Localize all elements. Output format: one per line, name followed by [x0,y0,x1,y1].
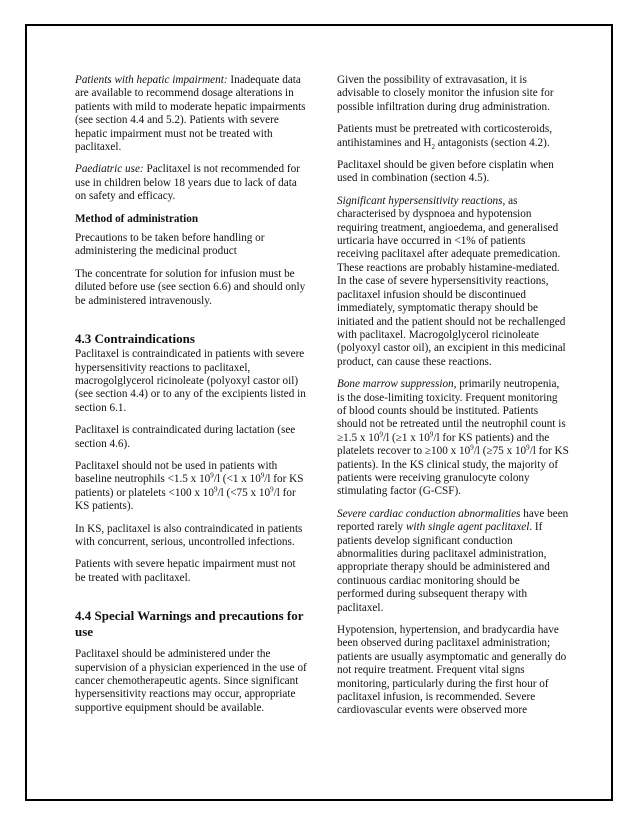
contra-paragraph-4: In KS, paclitaxel is also contraindicated in patients with concurrent, serious, uncontrolled infections. [75,522,303,548]
hypersensitivity-paragraph [337,195,569,369]
cardiac-text: . If patients develop significant conduction abnormalities during paclitaxel administration, appropriate therapy should be administered and continuous cardiac monitoring should be performed during subsequent therapy with paclitaxel. [337,521,550,614]
cardiac-italic: with single agent paclitaxel [405,521,530,534]
marrow-label: Bone marrow suppression, [337,378,457,391]
warnings-paragraph-1: Paclitaxel should be administered under the supervision of a physician experienced in the use of cancer chemotherapeutic agents. Since significant hypersensitivity reactions may occur, appropriate supportive equipment should be available. [75,648,307,714]
exp-4: 9 [270,485,274,494]
hepatic-label: Patients with hepatic impairment: [75,74,228,86]
section-4-3-heading: 4.3 Contraindications [75,331,195,347]
right-column [337,74,569,727]
paediatric-paragraph [75,163,307,203]
cisplatin-paragraph: Paclitaxel should be given before cisplatin when used in combination (section 4.5). [337,159,554,185]
contra3-a: Paclitaxel should not be used in patients with baseline neutrophils <1.5 x 10 [75,459,278,486]
paediatric-label: Paediatric use: [75,163,144,176]
marrow-e: /l for KS patients). In the KS clinical study, the majority of patients were receiving granulocyte colony stimulating factor (G-CSF). [337,445,569,498]
contra3-d: /l (<75 x 10 [217,486,271,499]
exp-3: 9 [213,485,218,494]
left-column [75,74,307,724]
exp-7: 9 [470,443,474,452]
h2-subscript: 2 [431,142,435,151]
contra3-b: /l (<1 x 10 [213,473,261,486]
marrow-c: /l for KS patients) and the platelets recover to ≥100 x 10 [337,431,550,458]
paediatric-text: Paclitaxel is not recommended for use in children below 18 years due to lack of data on safety and efficacy. [75,163,300,203]
hypotension-paragraph: Hypotension, hypertension, and bradycardia have been observed during paclitaxel administration; patients are usually asymptomatic and generally do not require treatment. Frequent vital signs monitoring, particularly during the first hour of paclitaxel infusion, is recommended. Severe cardiovascular events were observed more [337,624,567,717]
contra-paragraph-3 [75,460,307,514]
cardiac-label: Severe cardiac conduction abnormalities [337,507,521,520]
section-4-4-heading: 4.4 Special Warnings and precautions for use [75,608,304,640]
marrow-b: /l (≥1 x 10 [383,431,430,444]
exp-6: 9 [429,430,434,439]
pretreat-b: antagonists (section 4.2). [434,136,550,149]
marrow-d: /l (≥75 x 10 [473,445,527,458]
hepatic-paragraph [75,74,307,154]
exp-1: 9 [210,471,214,480]
contra3-e: /l for KS patients). [75,486,296,513]
marrow-paragraph [337,378,569,499]
exp-2: 9 [260,471,265,480]
exp-8: 9 [526,443,530,452]
extravasation-paragraph: Given the possibility of extravasation, it is advisable to closely monitor the infusion site for possible infiltration during drug administration. [337,74,554,113]
pretreat-paragraph [337,123,569,150]
exp-5: 9 [379,430,383,439]
marrow-a: primarily neutropenia, is the dose-limiting toxicity. Frequent monitoring of blood counts should be instituted. Patients should not be retreated until the neutrophil count is ≥1.5 x 10 [337,378,566,444]
method-heading-text: Method of administration [75,212,199,225]
method-heading [75,213,307,226]
pretreat-a: Patients must be pretreated with corticosteroids, antihistamines and H [337,123,552,149]
cardiac-mid: have been reported rarely [337,507,569,534]
hypersensitivity-label: Significant hypersensitivity reactions, [337,194,506,207]
hepatic-text: Inadequate data are available to recommend dosage alterations in patients with mild to moderate hepatic impairments (see section 4.4 and 5.2). Patients with severe hepatic impairment must not be treated with paclitaxel. [75,74,306,154]
concentrate-paragraph: The concentrate for solution for infusion must be diluted before use (see section 6.6) and should only be administered intravenously. [75,267,306,307]
contra3-c: /l for KS patients) or platelets <100 x 10 [75,473,304,499]
hypersensitivity-text: as characterised by dyspnoea and hypotension requiring treatment, angioedema, and generalised urticaria have occurred in <1% of patients receiving paclitaxel after adequate premedication. These reactions are probably histamine-mediated. In the case of severe hypersensitivity reactions, paclitaxel infusion should be discontinued immediately, symptomatic therapy should be initiated and the patient should not be rechallenged with paclitaxel. Macrogolglycerol ricinoleate (polyoxyl castor oil), an excipient in this medicinal product, can cause these reactions. [337,194,566,368]
contra-paragraph-5: Patients with severe hepatic impairment must not be treated with paclitaxel. [75,558,296,584]
contra-paragraph-1: Paclitaxel is contraindicated in patients with severe hypersensitivity reactions to paclitaxel, macrogolglycerol ricinoleate (polyoxyl castor oil) (see section 4.4) or to any of the excipients listed in section 6.1. [75,348,306,414]
cardiac-paragraph [337,508,569,615]
precautions-paragraph: Precautions to be taken before handling or administering the medicinal product [75,232,265,258]
contra-paragraph-2: Paclitaxel is contraindicated during lactation (see section 4.6). [75,424,296,450]
